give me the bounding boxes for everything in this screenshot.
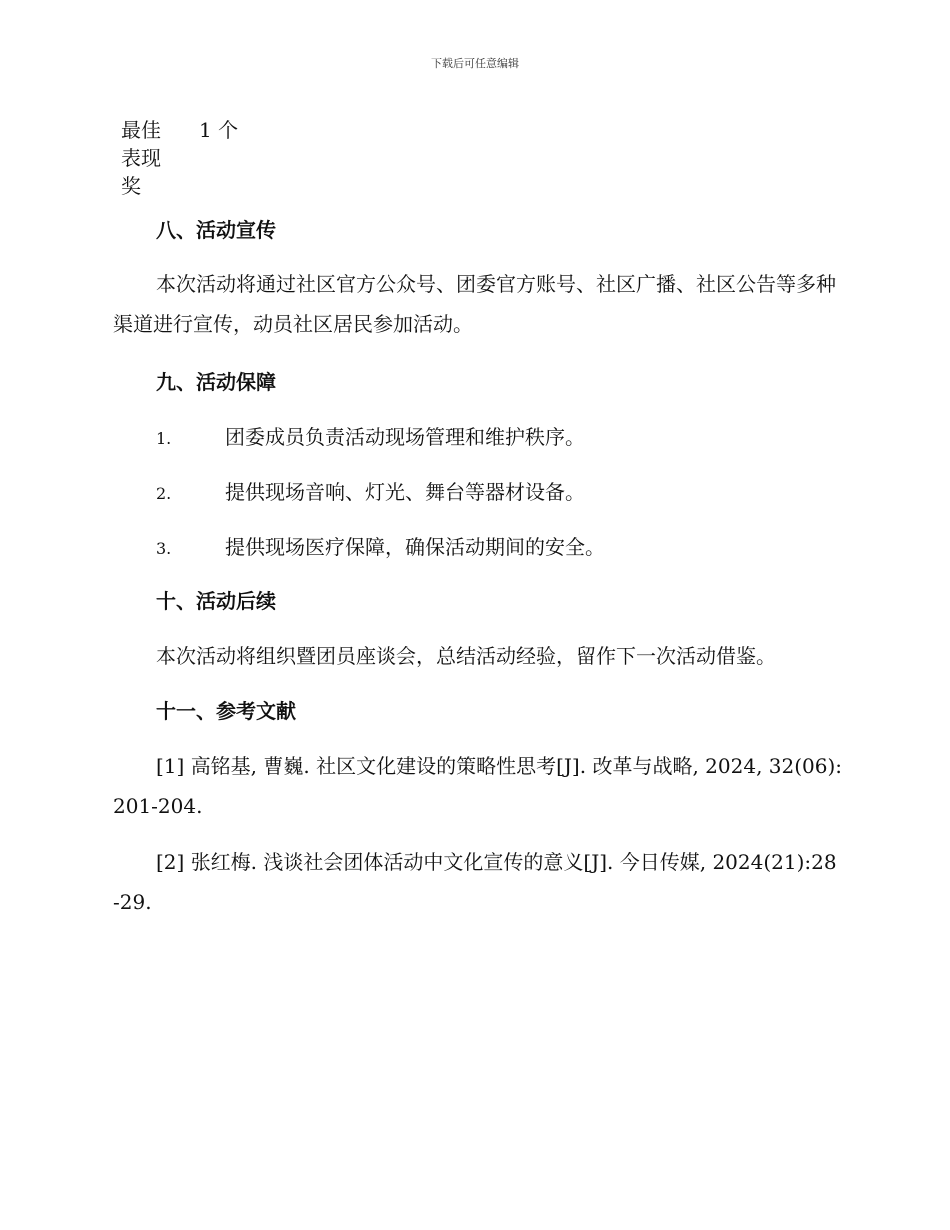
- award-row: [121, 116, 238, 200]
- award-name: 最佳表现奖: [121, 118, 161, 198]
- reference-item: [2] 张红梅. 浅谈社会团体活动中文化宣传的意义[J]. 今日传媒, 2024(21):28-29.: [113, 850, 837, 914]
- list-number: 1.: [156, 429, 172, 448]
- section-title-references: 十一、参考文献: [156, 699, 296, 723]
- list-item: [156, 478, 585, 508]
- header-note: 下载后可任意编辑: [431, 57, 519, 70]
- reference-item: [1] 高铭基, 曹巍. 社区文化建设的策略性思考[J]. 改革与战略, 2024, 32(06):201-204.: [113, 754, 843, 818]
- publicity-paragraph: 本次活动将通过社区官方公众号、团委官方账号、社区广播、社区公告等多种渠道进行宣传，动员社区居民参加活动。: [113, 272, 836, 336]
- list-item: [156, 423, 585, 453]
- list-item: [156, 533, 605, 563]
- list-number: 3.: [156, 539, 172, 558]
- list-text: 团委成员负责活动现场管理和维护秩序。: [225, 425, 585, 449]
- list-number: 2.: [156, 484, 172, 503]
- list-text: 提供现场音响、灯光、舞台等器材设备。: [225, 480, 585, 504]
- section-title-followup: 十、活动后续: [156, 589, 276, 613]
- award-count: 1 个: [199, 118, 239, 142]
- section-title-publicity: 八、活动宣传: [156, 218, 276, 242]
- list-text: 提供现场医疗保障，确保活动期间的安全。: [225, 535, 605, 559]
- section-title-guarantee: 九、活动保障: [156, 370, 276, 394]
- followup-paragraph: 本次活动将组织暨团员座谈会，总结活动经验，留作下一次活动借鉴。: [156, 644, 776, 668]
